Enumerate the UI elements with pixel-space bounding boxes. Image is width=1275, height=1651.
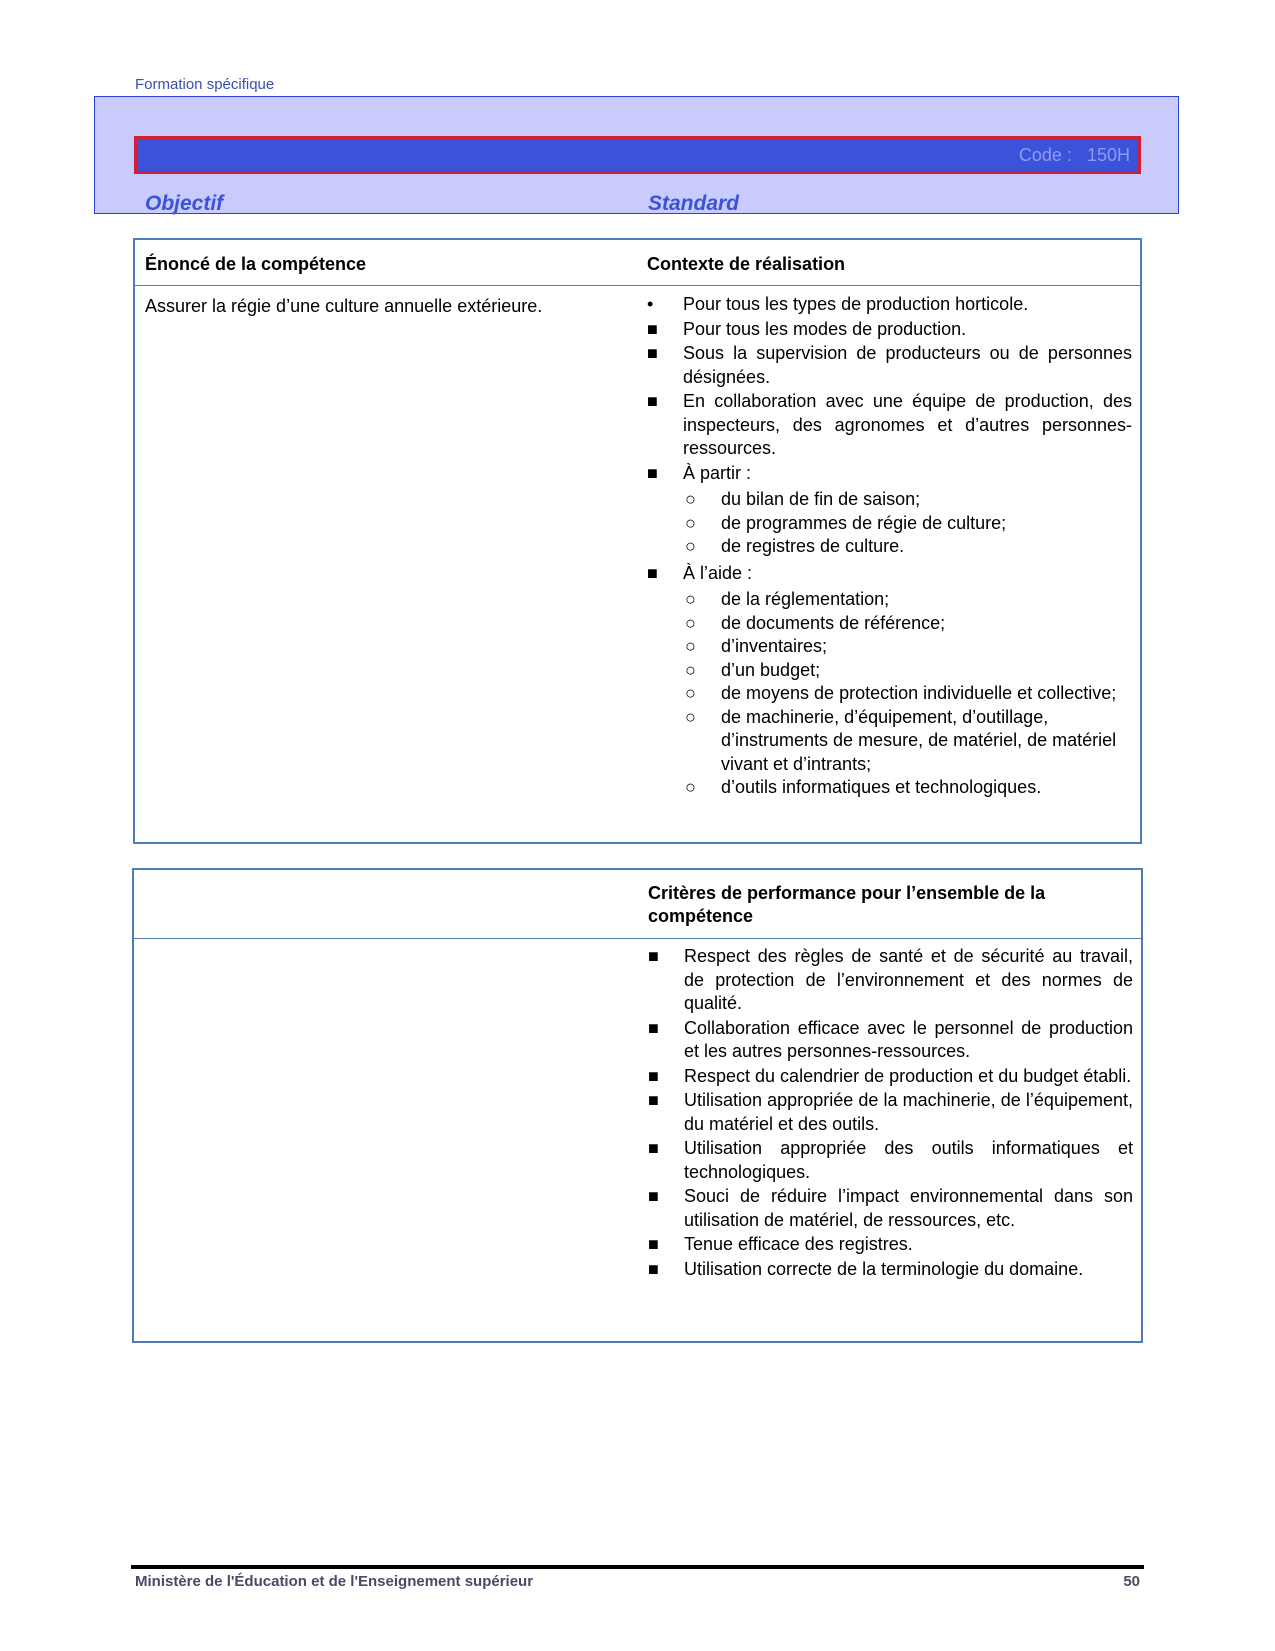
standard-heading: Standard xyxy=(648,192,740,215)
sub-list-item-text: d’inventaires; xyxy=(721,636,828,656)
criteria-list xyxy=(648,945,1133,1282)
running-header: Formation spécifique xyxy=(135,76,275,93)
context-heading: Contexte de réalisation xyxy=(647,254,846,274)
sub-list-item-text: de la réglementation; xyxy=(721,589,890,609)
criteria-table xyxy=(132,868,1143,1343)
sub-list-item xyxy=(683,635,1132,659)
criteria-item-text: Utilisation appropriée des outils informatiques et technologiques. xyxy=(684,1138,1133,1182)
bullet-icon: ■ xyxy=(648,1258,659,1279)
criteria-item-text: Utilisation appropriée de la machinerie, de l’équipement, du matériel et des outils. xyxy=(684,1090,1133,1134)
list-item xyxy=(647,562,1132,800)
list-item-text: Sous la supervision de producteurs ou de personnes désignées. xyxy=(683,343,1132,387)
sub-list xyxy=(683,588,1132,800)
criteria-item xyxy=(648,1089,1133,1136)
sub-list-item-text: d’outils informatiques et technologiques. xyxy=(721,777,1042,797)
bullet-icon: ■ xyxy=(647,318,658,339)
footer-ministry: Ministère de l'Éducation et de l'Enseignement supérieur xyxy=(135,1573,534,1590)
criteria-item-text: Respect des règles de santé et de sécurité au travail, de protection de l’environnement et des normes de qualité. xyxy=(684,946,1133,1013)
circle-bullet-icon: ○ xyxy=(685,589,696,609)
criteria-heading: Critères de performance pour l’ensemble de la compétence xyxy=(648,883,1046,926)
bullet-icon: ■ xyxy=(648,946,659,966)
circle-bullet-icon: ○ xyxy=(685,777,696,797)
circle-bullet-icon: ○ xyxy=(685,706,696,727)
competence-statement: Assurer la régie d’une culture annuelle extérieure. xyxy=(145,296,543,316)
sub-list-item-text: de moyens de protection individuelle et collective; xyxy=(721,683,1117,703)
sub-list-item xyxy=(683,535,1132,559)
competence-heading: Énoncé de la compétence xyxy=(145,254,367,274)
sub-list-item-text: de programmes de régie de culture; xyxy=(721,512,1007,533)
criteria-item xyxy=(648,1065,1133,1089)
circle-bullet-icon: ○ xyxy=(685,512,696,533)
bullet-icon: ■ xyxy=(648,1234,659,1254)
criteria-item xyxy=(648,1233,1133,1257)
list-item-text: Pour tous les types de production horticole. xyxy=(683,294,1029,314)
bullet-icon: ■ xyxy=(648,1090,659,1110)
list-item-text: En collaboration avec une équipe de production, des inspecteurs, des agronomes et d’autres personnes-ressources. xyxy=(683,391,1132,458)
code-value: 150H xyxy=(1086,145,1130,165)
bullet-icon: ■ xyxy=(648,1138,659,1158)
bullet-icon: ■ xyxy=(647,462,658,483)
sub-list-item xyxy=(683,659,1132,683)
page-number: 50 xyxy=(1123,1573,1140,1590)
list-item xyxy=(647,462,1132,559)
list-item xyxy=(647,342,1132,389)
list-item xyxy=(647,293,1132,317)
list-item xyxy=(647,318,1132,342)
table-row-divider xyxy=(135,285,1140,286)
list-item-text: À l’aide : xyxy=(683,562,753,583)
criteria-item xyxy=(648,1258,1133,1282)
criteria-item-text: Souci de réduire l’impact environnemental dans son utilisation de matériel, de ressources, etc. xyxy=(684,1186,1133,1230)
list-item-text: Pour tous les modes de production. xyxy=(683,318,967,339)
circle-bullet-icon: ○ xyxy=(685,489,696,509)
criteria-item-text: Utilisation correcte de la terminologie du domaine. xyxy=(684,1258,1084,1279)
bullet-icon: ■ xyxy=(647,562,658,583)
bullet-icon: ■ xyxy=(648,1065,659,1086)
list-item xyxy=(647,390,1132,461)
criteria-item xyxy=(648,1017,1133,1064)
sub-list-item xyxy=(683,612,1132,636)
sub-list-item xyxy=(683,512,1132,536)
criteria-item xyxy=(648,1185,1133,1232)
code-label: Code : xyxy=(1018,145,1072,165)
sub-list-item xyxy=(683,706,1132,777)
list-item-text: À partir : xyxy=(683,462,752,483)
sub-list-item-text: de documents de référence; xyxy=(721,612,946,633)
footer-rule xyxy=(131,1565,1144,1569)
code-text xyxy=(1019,145,1130,166)
sub-list-item xyxy=(683,488,1132,512)
table-row-divider xyxy=(134,938,1141,939)
bullet-icon: ■ xyxy=(648,1017,659,1038)
circle-bullet-icon: ○ xyxy=(685,659,696,680)
sub-list xyxy=(683,488,1132,559)
bullet-icon: ■ xyxy=(648,1186,659,1206)
criteria-item-text: Collaboration efficace avec le personnel de production et les autres personnes-ressources. xyxy=(684,1017,1133,1061)
bullet-icon: ■ xyxy=(647,391,658,411)
objectif-heading: Objectif xyxy=(145,192,224,215)
criteria-item-text: Tenue efficace des registres. xyxy=(684,1234,913,1254)
criteria-item-text: Respect du calendrier de production et du budget établi. xyxy=(684,1065,1132,1086)
circle-bullet-icon: ○ xyxy=(685,612,696,633)
circle-bullet-icon: ○ xyxy=(685,683,696,703)
sub-list-item xyxy=(683,682,1132,706)
sub-list-item-text: de machinerie, d’équipement, d’outillage, d’instruments de mesure, de matériel, de matériel vivant et d’intrants; xyxy=(721,706,1117,774)
criteria-item xyxy=(648,945,1133,1016)
circle-bullet-icon: ○ xyxy=(685,636,696,656)
bullet-icon: ■ xyxy=(647,343,658,363)
competence-table xyxy=(133,238,1142,844)
code-bar xyxy=(134,136,1141,174)
bullet-icon: • xyxy=(647,294,654,314)
sub-list-item xyxy=(683,588,1132,612)
sub-list-item-text: de registres de culture. xyxy=(721,536,905,556)
criteria-item xyxy=(648,1137,1133,1184)
context-list xyxy=(647,293,1132,803)
sub-list-item xyxy=(683,776,1132,800)
circle-bullet-icon: ○ xyxy=(685,536,696,556)
sub-list-item-text: d’un budget; xyxy=(721,659,821,680)
sub-list-item-text: du bilan de fin de saison; xyxy=(721,489,921,509)
